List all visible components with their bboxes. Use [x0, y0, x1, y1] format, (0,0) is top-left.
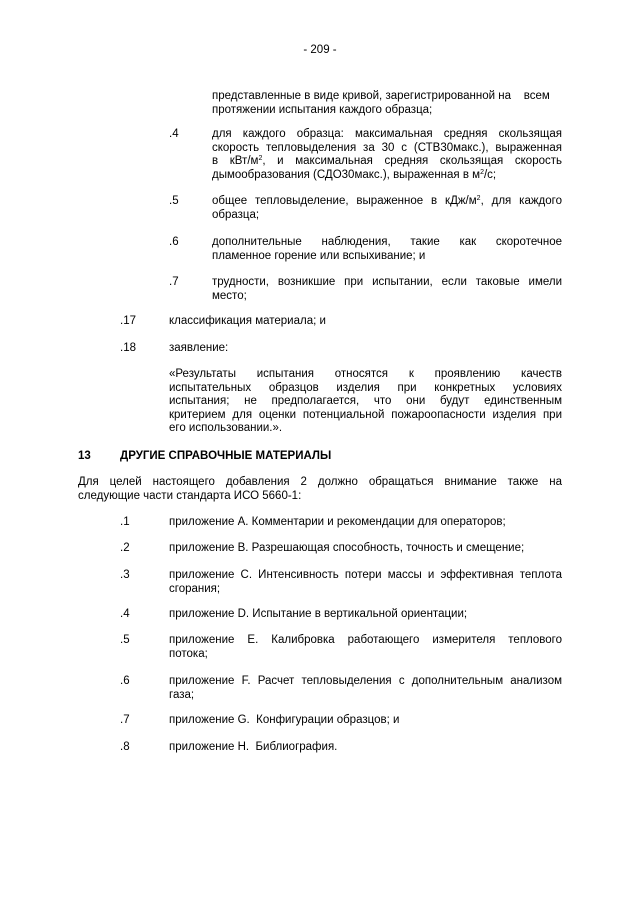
text-line: приложение B. Разрешающая способность, точность и смещение; — [169, 542, 525, 554]
quote-paragraph — [169, 368, 562, 436]
text-line: его использовании.». — [169, 422, 283, 434]
text-line: протяжении испытания каждого образца; — [212, 103, 433, 116]
text-line: дополнительные наблюдения, такие как скоротечное — [212, 236, 562, 248]
item-number: .18 — [120, 342, 136, 354]
text-line: дымообразования (СДО30макс.), выраженная в $м^2/с$; — [212, 168, 497, 181]
annex-text — [169, 608, 562, 622]
section-title: ДРУГИЕ СПРАВОЧНЫЕ МАТЕРИАЛЫ — [120, 450, 332, 462]
text-line: общее тепловыделение, выраженное в кДж/$м^2$, для каждого — [212, 195, 562, 207]
annex-text — [169, 516, 562, 530]
text-line: место; — [212, 289, 247, 302]
text-line: Для целей настоящего добавления 2 должно обращаться внимание также на — [78, 476, 562, 488]
text-line: «Результаты испытания относятся к проявлению качеств — [169, 368, 562, 380]
annex-text — [169, 542, 562, 556]
text-line: приложение G. Конфигурации образцов; и — [169, 714, 400, 726]
text-line: приложение H. Библиография. — [169, 741, 338, 753]
page-number: - 209 - — [303, 44, 337, 56]
annex-number: .3 — [120, 569, 130, 581]
annex-text — [169, 675, 562, 702]
text-line: приложение D. Испытание в вертикальной ориентации; — [169, 608, 468, 620]
annex-text — [169, 741, 562, 755]
text-line: газа; — [169, 688, 195, 701]
sub-item-text — [212, 276, 562, 303]
sub-item-number: .4 — [169, 128, 179, 140]
annex-text — [169, 634, 562, 661]
item-text: классификация материала; и — [169, 315, 326, 327]
text-line: потока; — [169, 647, 208, 660]
sub-item-text — [212, 195, 562, 222]
text-line: трудности, возникшие при испытании, если таковые имели — [212, 276, 562, 288]
text-line: пламенное горение или вспыхивание; и — [212, 249, 426, 262]
sub-item-number: .5 — [169, 195, 179, 207]
annex-number: .1 — [120, 516, 130, 528]
annex-text — [169, 714, 562, 728]
text-line: испытания; не предполагается, что они будут единственным — [169, 395, 562, 407]
annex-number: .5 — [120, 634, 130, 646]
text-line: приложение A. Комментарии и рекомендации для операторов; — [169, 516, 506, 528]
sub-item-text — [212, 236, 562, 263]
sub-item-number: .6 — [169, 236, 179, 248]
text-line: приложение E. Калибровка работающего измерителя теплового — [169, 634, 562, 646]
text-line: приложение C. Интенсивность потери массы и эффективная теплота — [169, 569, 562, 581]
annex-text — [169, 569, 562, 596]
annex-number: .2 — [120, 542, 130, 554]
sub-item-text — [212, 128, 562, 182]
text-line: в кВт/$м^2$, и максимальная средняя скользящая скорость — [212, 155, 562, 167]
item-text: заявление: — [169, 342, 229, 354]
text-line: скорость тепловыделения за 30 с (СТВ30макс.), выраженная — [212, 141, 562, 154]
annex-number: .6 — [120, 675, 130, 687]
text-line: образца; — [212, 208, 260, 221]
section-number: 13 — [78, 450, 91, 462]
text-line: для каждого образца: максимальная средняя скользящая — [212, 128, 562, 140]
annex-number: .7 — [120, 714, 130, 726]
text-line: критерием для оценки потенциальной пожароопасности изделия при — [169, 408, 562, 421]
annex-number: .8 — [120, 741, 130, 753]
annex-number: .4 — [120, 608, 130, 620]
text-line: приложение F. Расчет тепловыделения с дополнительным анализом — [169, 675, 562, 687]
text-line: сгорания; — [169, 582, 221, 595]
continuation-paragraph — [212, 90, 562, 117]
item-number: .17 — [120, 315, 136, 327]
text-line: испытательных образцов изделия при конкретных условиях — [169, 381, 562, 394]
text-line: представленные в виде кривой, зарегистрированной на всем — [212, 90, 550, 102]
intro-paragraph — [78, 476, 562, 503]
sub-item-number: .7 — [169, 276, 179, 288]
text-line: следующие части стандарта ИСО 5660-1: — [78, 489, 302, 502]
